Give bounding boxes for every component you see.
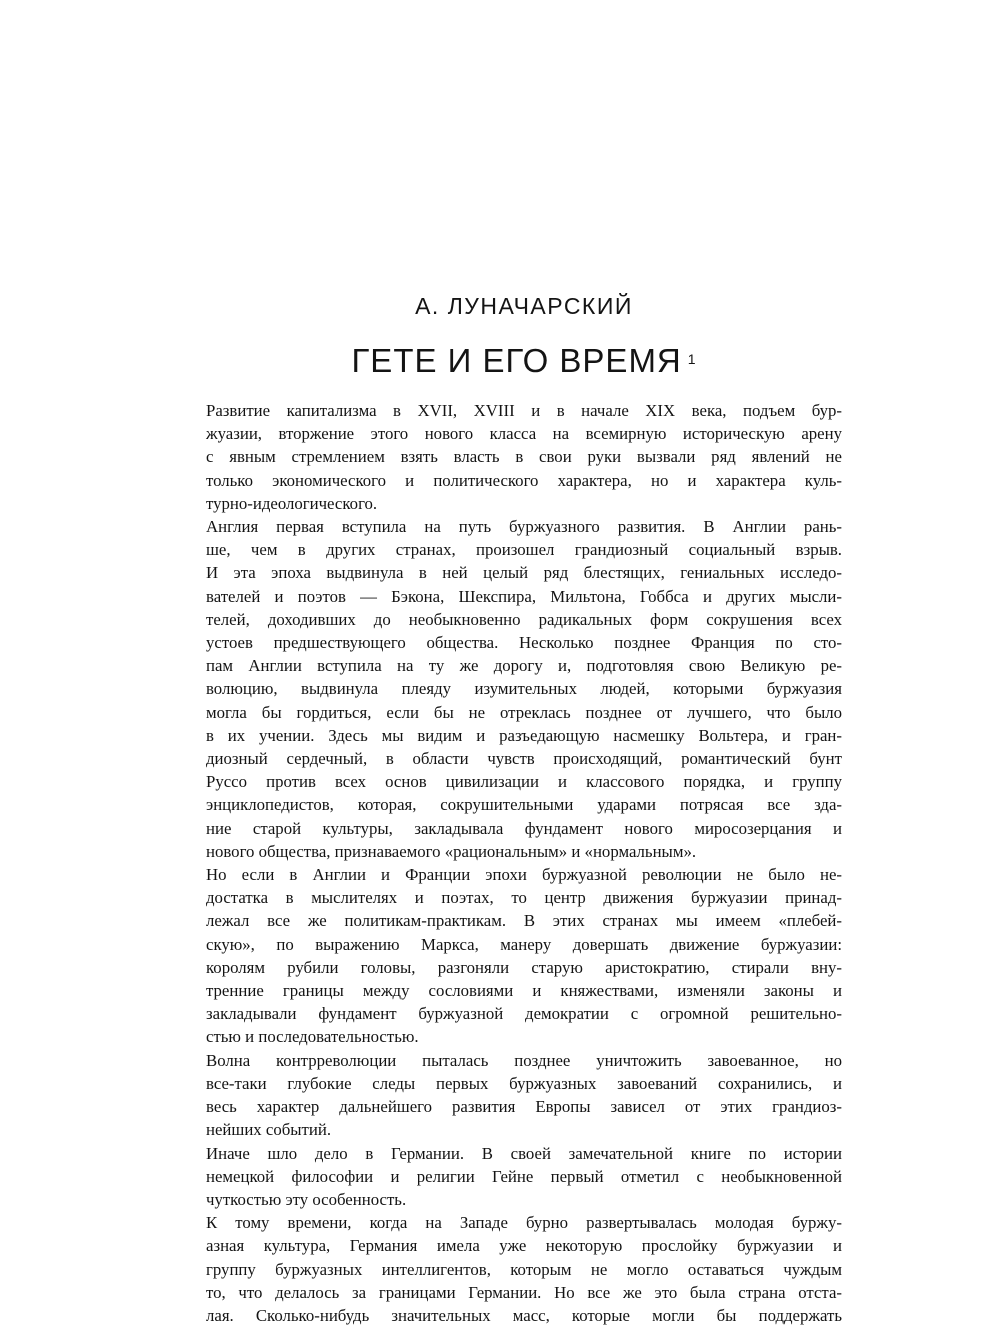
text-line: Иначе шло дело в Германии. В своей замечательной книге по истории bbox=[206, 1143, 842, 1163]
text-line: лежал все же политикам-практикам. В этих странах мы имеем «плебей- bbox=[206, 911, 842, 931]
text-line: Развитие капитализма в XVII, XVIII и в начале XIX века, подъем бур- bbox=[206, 401, 842, 420]
paragraph-5 bbox=[206, 1142, 842, 1212]
paragraph-6 bbox=[206, 1211, 842, 1327]
text-line: азная культура, Германия имела уже некоторую прослойку буржуазии и bbox=[206, 1236, 842, 1256]
text-line: Англия первая вступила на путь буржуазного развития. В Англии рань- bbox=[206, 517, 842, 537]
text-line: стью и последовательностью. bbox=[206, 1027, 419, 1047]
text-line: то, что делалось за границами Германии. Но все же это была страна отста- bbox=[206, 1282, 842, 1302]
text-line: достатка в мыслителях и поэтах, то центр движения буржуазии принад- bbox=[206, 888, 842, 908]
text-line: жуазии, вторжение этого нового класса на всемирную историческую арену bbox=[206, 424, 842, 444]
text-line: турно-идеологического. bbox=[206, 493, 378, 513]
text-line: телей, доходивших до необыкновенно радикальных форм сокрушения всех bbox=[206, 609, 842, 629]
text-line: закладывали фундамент буржуазной демократии с огромной решительно- bbox=[206, 1004, 842, 1024]
text-line: тренние границы между сословиями и княжествами, изменяли законы и bbox=[206, 981, 842, 1001]
text-line: с явным стремлением взять власть в свои руки вызвали ряд явлений не bbox=[206, 447, 842, 467]
text-line: все-таки глубокие следы первых буржуазных завоеваний сохранились, и bbox=[206, 1073, 842, 1093]
text-line: энциклопедистов, которая, сокрушительными ударами потрясая все зда- bbox=[206, 795, 842, 815]
text-line: диозный сердечный, в области чувств происходящий, романтический бунт bbox=[206, 749, 842, 769]
text-line: нового общества, признаваемого «рациональным» и «нормальным». bbox=[206, 841, 697, 861]
text-line: Но если в Англии и Франции эпохи буржуазной революции не было не- bbox=[206, 865, 842, 885]
text-line: вателей и поэтов — Бэкона, Шекспира, Мильтона, Гоббса и других мысли- bbox=[206, 586, 842, 606]
text-line: Волна контрреволюции пыталась позднее уничтожить завоеванное, но bbox=[206, 1050, 842, 1070]
text-line: Руссо против всех основ цивилизации и классового порядка, и группу bbox=[206, 772, 842, 792]
text-line: только экономического и политического характера, но и характера куль- bbox=[206, 470, 842, 490]
paragraph-2 bbox=[206, 515, 842, 863]
text-line: группу буржуазных интеллигентов, которым не могло оставаться чуждым bbox=[206, 1259, 842, 1279]
text-line: скую», по выражению Маркса, манеру довершать движение буржуазии: bbox=[206, 934, 842, 954]
text-line: чуткостью эту особенность. bbox=[206, 1189, 407, 1209]
article-title-text: ГЕТЕ И ЕГО ВРЕМЯ bbox=[351, 342, 682, 379]
text-line: устоев предшествующего общества. Несколько позднее Франция по сто- bbox=[206, 633, 842, 653]
paragraph-4 bbox=[206, 1049, 842, 1142]
text-line: весь характер дальнейшего развития Европы зависел от этих грандиоз- bbox=[206, 1097, 842, 1117]
paragraph-1 bbox=[206, 399, 842, 515]
article-body bbox=[206, 399, 842, 1327]
paragraph-3 bbox=[206, 863, 842, 1049]
text-line: ние старой культуры, закладывала фундамент нового миросозерцания и bbox=[206, 818, 842, 838]
article-title bbox=[206, 341, 842, 381]
text-line: немецкой философии и религии Гейне первый отметил с необыкновенной bbox=[206, 1166, 842, 1186]
text-line: К тому времени, когда на Западе бурно развертывалась молодая буржу- bbox=[206, 1213, 842, 1233]
text-line: в их учении. Здесь мы видим и разъедающую насмешку Вольтера, и гран- bbox=[206, 725, 842, 745]
text-line: лая. Сколько-нибудь значительных масс, которые могли бы поддержать bbox=[206, 1305, 842, 1325]
text-line: ше, чем в других странах, произошел грандиозный социальный взрыв. bbox=[206, 540, 842, 560]
text-line: волюцию, выдвинула плеяду изумительных людей, которыми буржуазия bbox=[206, 679, 842, 699]
text-line: И эта эпоха выдвинула в ней целый ряд блестящих, гениальных исследо- bbox=[206, 563, 842, 583]
footnote-mark[interactable]: 1 bbox=[687, 351, 697, 367]
text-line: пам Англии вступила на ту же дорогу и, подготовляя свою Великую ре- bbox=[206, 656, 842, 676]
page bbox=[206, 290, 842, 1327]
text-line: нейших событий. bbox=[206, 1120, 332, 1140]
text-line: королям рубили головы, разгоняли старую аристократию, стирали вну- bbox=[206, 957, 842, 977]
author-name: А. ЛУНАЧАРСКИЙ bbox=[415, 293, 633, 319]
text-line: могла бы гордиться, если бы не отреклась позднее от лучшего, что было bbox=[206, 702, 842, 722]
